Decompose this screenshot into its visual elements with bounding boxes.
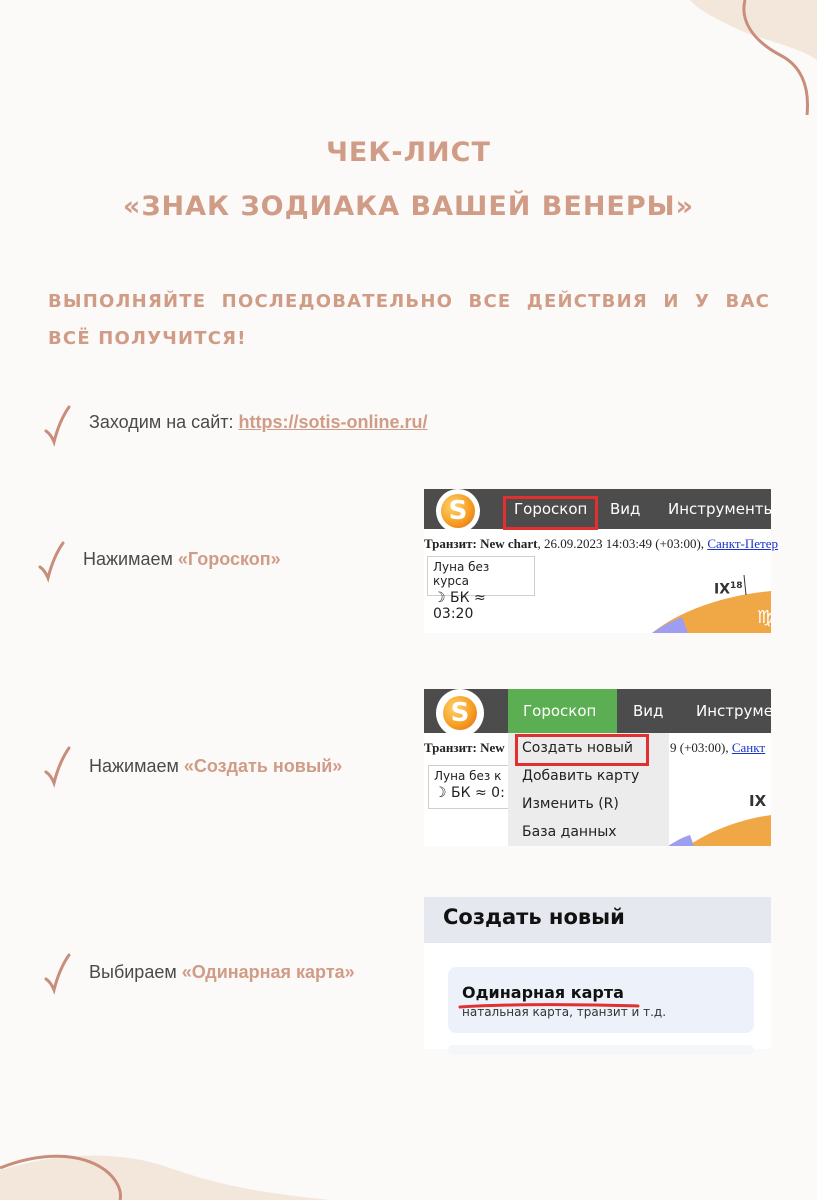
page-title-line1: ЧЕК-ЛИСТ [326, 137, 491, 168]
menu-item-database[interactable]: База данных [522, 824, 617, 840]
checkmark-icon [44, 405, 70, 445]
step-2-label: Нажимаем [83, 549, 178, 569]
house-label: IX$^{18}$ [714, 581, 743, 598]
city-link[interactable]: Санкт-Петер [707, 536, 778, 551]
site-link[interactable]: https://sotis-online.ru/ [238, 412, 428, 432]
highlight-box [515, 734, 649, 766]
menu-view[interactable]: Вид [610, 500, 641, 518]
menu-tools[interactable]: Инструме [696, 702, 773, 720]
red-underline [458, 1001, 640, 1011]
next-option-edge [448, 1045, 754, 1055]
step-1-label: Заходим на сайт: [89, 412, 239, 432]
corner-decoration-top-right [690, 0, 817, 125]
step-2-text [83, 549, 281, 570]
moon-void-box: Луна без к ☽ БК ≈ 0: [428, 765, 518, 809]
menu-item-create-new[interactable]: Создать новый [522, 740, 634, 756]
city-link[interactable]: Санкт [731, 740, 766, 755]
screenshot-create-new-menu [424, 689, 771, 846]
transit-line-rest: 9 (+03:00), Санкт [670, 740, 766, 755]
menu-horoscope[interactable]: Гороскоп [523, 702, 597, 720]
step-1-text [89, 412, 428, 433]
menu-item-edit[interactable]: Изменить (R) [522, 796, 619, 812]
checkmark-icon [44, 953, 70, 993]
house-label: IX [749, 792, 767, 810]
step-4-text [89, 962, 355, 983]
chart-wheel-fragment [652, 575, 774, 633]
sotis-logo-icon: S [436, 489, 480, 533]
transit-line: Транзит: New [424, 740, 505, 755]
step-4-highlight: «Одинарная карта» [181, 962, 355, 982]
step-2-highlight: «Гороскоп» [177, 549, 281, 569]
option-subtitle: натальная карта, транзит и т.д. [462, 1005, 667, 1019]
step-3-highlight: «Создать новый» [183, 756, 343, 776]
menu-horoscope[interactable]: Гороскоп [514, 500, 588, 518]
screenshot-create-new-dialog [424, 897, 771, 1049]
zodiac-sign-icon: ♍ [757, 607, 774, 628]
moon-void-box: Луна без курса ☽ БК ≈ 03:20 [427, 556, 535, 596]
intro-text: ВЫПОЛНЯЙТЕ ПОСЛЕДОВАТЕЛЬНО ВСЕ ДЕЙСТВИЯ И У ВАС ВСЁ ПОЛУЧИТСЯ! [48, 291, 770, 349]
menu-tools[interactable]: Инструменты [668, 500, 776, 518]
step-3-label: Нажимаем [89, 756, 184, 776]
highlight-box [503, 496, 598, 530]
checkmark-icon [38, 541, 64, 581]
single-chart-option[interactable] [448, 967, 754, 1033]
screenshot-horoscope-menu [424, 489, 778, 633]
sotis-logo-icon: S [436, 689, 484, 737]
page-title-line2: «ЗНАК ЗОДИАКА ВАШЕЙ ВЕНЕРЫ» [122, 191, 695, 222]
menu-item-add-chart[interactable]: Добавить карту [522, 768, 640, 784]
option-title: Одинарная карта [462, 983, 624, 1002]
menu-view[interactable]: Вид [633, 702, 664, 720]
checkmark-icon [44, 746, 70, 786]
corner-decoration-bottom-left [0, 1130, 330, 1200]
menu-bar [424, 689, 771, 733]
step-4-label: Выбираем [89, 962, 182, 982]
dialog-title: Создать новый [424, 897, 771, 943]
step-3-text [89, 756, 342, 777]
transit-line: Транзит: New chart, 26.09.2023 14:03:49 (+03:00), Санкт-Петер [424, 536, 778, 551]
